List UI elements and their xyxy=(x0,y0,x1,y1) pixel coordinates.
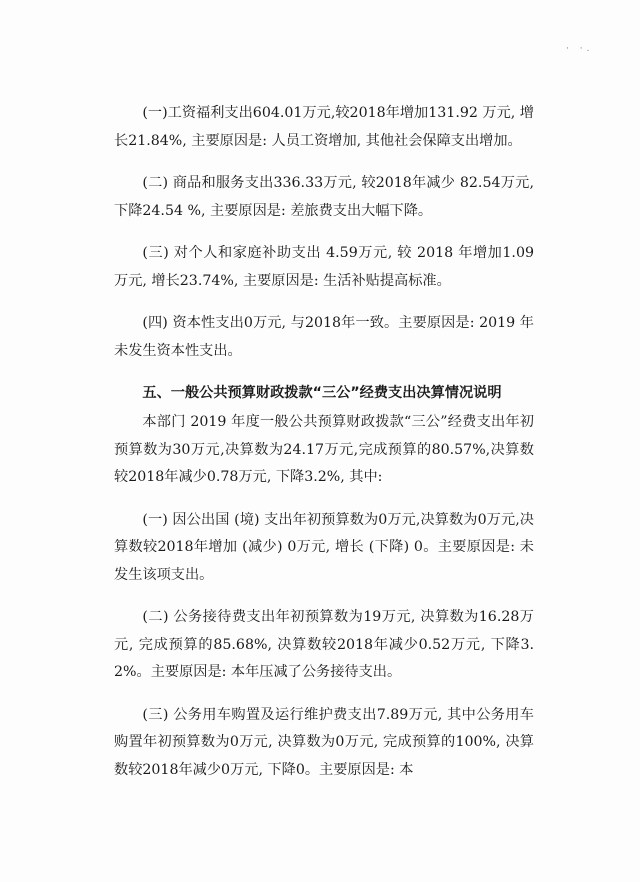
scan-specks: · ·. xyxy=(566,44,594,54)
paragraph-official-vehicles: (三) 公务用车购置及运行维护费支出7.89万元, 其中公务用车购置年初预算数为0万元, 决算数为0万元, 完成预算的100%, 决算数较2018年减少0万元, 下降0。主要原因是: 本 xyxy=(114,706,534,778)
paragraph-overseas-travel: (一) 因公出国 (境) 支出年初预算数为0万元,决算数为0万元,决算数较2018年增加 (减少) 0万元, 增长 (下降) 0。主要原因是: 未发生该项支出。 xyxy=(114,511,534,583)
document-body xyxy=(114,100,534,799)
paragraph-three-public-summary: 本部门 2019 年度一般公共预算财政拨款“三公”经费支出年初预算数为30万元,决算数为24.17万元,完成预算的80.57%,决算数较2018年减少0.78万元, 下降3.2%, 其中: xyxy=(114,414,534,485)
section-heading-three-public: 五、一般公共预算财政拨款“三公”经费支出决算情况说明 xyxy=(142,385,502,401)
paragraph-capital-expenditure: (四) 资本性支出0万元, 与2018年一致。主要原因是: 2019 年未发生资本性支出。 xyxy=(114,315,534,359)
paragraph-salary-welfare: (一)工资福利支出604.01万元,较2018年增加131.92 万元, 增长21.84%, 主要原因是: 人员工资增加, 其他社会保障支出增加。 xyxy=(114,105,534,149)
paragraph-household-subsidy: (三) 对个人和家庭补助支出 4.59万元, 较 2018 年增加1.09万元, 增长23.74%, 主要原因是: 生活补贴提高标准。 xyxy=(114,245,534,289)
paragraph-goods-services: (二) 商品和服务支出336.33万元, 较2018年减少 82.54万元, 下降24.54 %, 主要原因是: 差旅费支出大幅下降。 xyxy=(114,175,534,219)
paragraph-official-reception: (二) 公务接待费支出年初预算数为19万元, 决算数为16.28万元, 完成预算的85.68%, 决算数较2018年减少0.52万元, 下降3.2%。主要原因是: 本年压减了公务接待支出。 xyxy=(114,609,534,680)
